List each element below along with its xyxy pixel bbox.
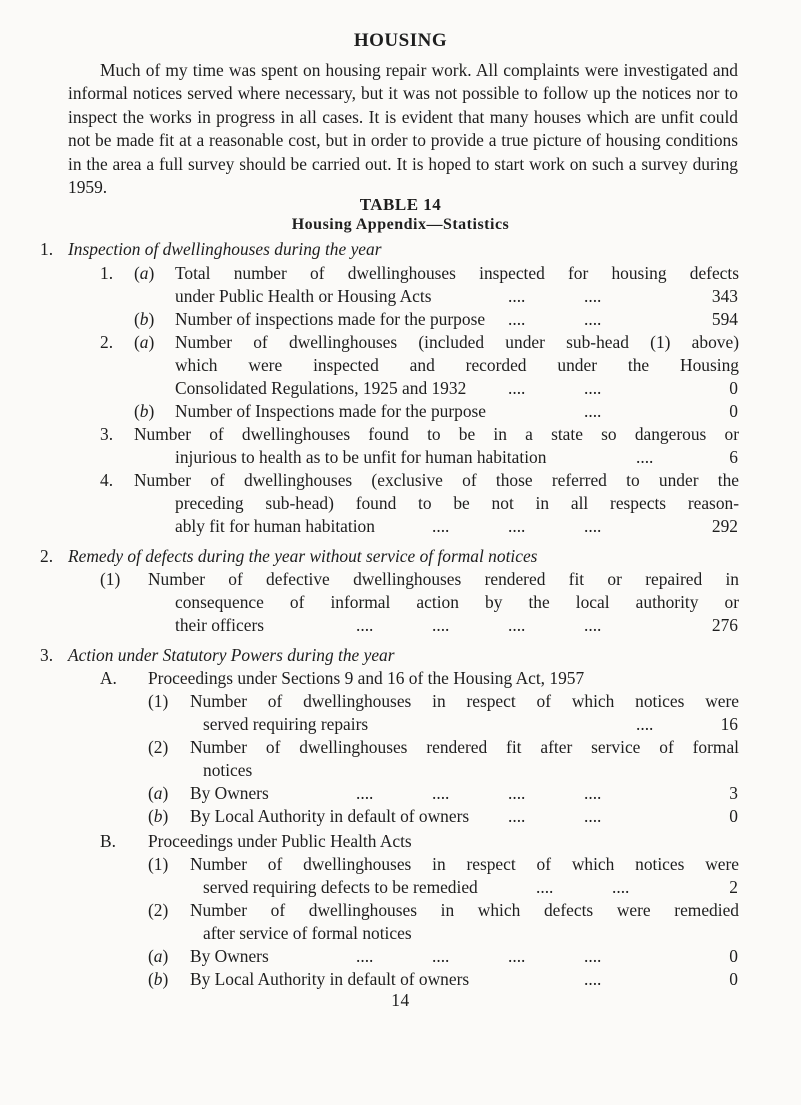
leader-dots: .... <box>584 378 602 398</box>
leader-dots: .... <box>636 714 654 734</box>
part-b-2-line-2: after service of formal notices <box>203 923 412 943</box>
leader-dots: .... <box>584 615 602 635</box>
part-b-2b-text: By Local Authority in default of owners <box>190 969 470 989</box>
remedy-1-line-2: consequence of informal action by the local authority or <box>175 592 739 612</box>
item-2a-line-2: which were inspected and recorded under the Housing <box>175 355 739 375</box>
item-2b-text: Number of Inspections made for the purpose <box>175 401 487 421</box>
part-b-2a-text: By Owners <box>190 946 269 966</box>
leader-dots: .... <box>508 783 526 803</box>
table-title: TABLE 14 <box>359 195 442 214</box>
page-title: HOUSING <box>353 30 448 51</box>
remedy-1-line-1: Number of defective dwellinghouses rendered fit or repaired in <box>148 569 739 589</box>
part-b-1-line-1: Number of dwellinghouses in respect of which notices were <box>190 854 739 874</box>
part-a-2a-value: 3 <box>729 783 738 803</box>
part-b-2b-label: (b) <box>148 969 169 989</box>
part-b-1-number: (1) <box>148 854 169 874</box>
item-2a-value: 0 <box>729 378 738 398</box>
part-b-2-line-1: Number of dwellinghouses in which defects were remedied <box>190 900 739 920</box>
section-3-heading: Action under Statutory Powers during the year <box>68 645 395 665</box>
leader-dots: .... <box>508 378 526 398</box>
part-b-heading: Proceedings under Public Health Acts <box>148 831 412 851</box>
item-2a-line-3: Consolidated Regulations, 1925 and 1932 <box>175 378 467 398</box>
leader-dots: .... <box>612 877 630 897</box>
part-a-2-line-2: notices <box>203 760 253 780</box>
section-2-number: 2. <box>40 546 54 566</box>
item-2a-label: (a) <box>134 332 155 352</box>
part-a-heading: Proceedings under Sections 9 and 16 of the Housing Act, 1957 <box>148 668 585 688</box>
item-3-line-1: Number of dwellinghouses found to be in a state so dangerous or <box>134 424 739 444</box>
part-a-2b-text: By Local Authority in default of owners <box>190 806 470 826</box>
leader-dots: .... <box>432 783 450 803</box>
leader-dots: .... <box>584 783 602 803</box>
item-1b-text: Number of inspections made for the purpose <box>175 309 486 329</box>
item-1b-value: 594 <box>711 309 738 329</box>
item-1a-line-2: under Public Health or Housing Acts <box>175 286 432 306</box>
item-1b-label: (b) <box>134 309 155 329</box>
section-1-number: 1. <box>40 239 54 259</box>
leader-dots: .... <box>508 286 526 306</box>
leader-dots: .... <box>508 946 526 966</box>
part-b-2a-label: (a) <box>148 946 169 966</box>
remedy-1-line-3: their officers <box>175 615 265 635</box>
leader-dots: .... <box>356 783 374 803</box>
leader-dots: .... <box>584 946 602 966</box>
table-subtitle: Housing Appendix—Statistics <box>291 216 510 233</box>
item-2a-line-1: Number of dwellinghouses (included under sub-head (1) above) <box>175 332 739 352</box>
leader-dots: .... <box>432 615 450 635</box>
leader-dots: .... <box>584 969 602 989</box>
leader-dots: .... <box>432 946 450 966</box>
intro-paragraph: Much of my time was spent on housing repair work. All complaints were investigated and informal notices served where necessary, but it was not possible to follow up the notices nor to inspect the works in progress in all cases. It is evident that many houses which are unfit could not be made fit at a reasonable cost, but in order to provide a true picture of housing conditions in the area a full survey should be carried out. It is hoped to start work on such a survey during 1959. <box>68 60 738 198</box>
part-a-2a-label: (a) <box>148 783 169 803</box>
part-b-1-line-2: served requiring defects to be remedied <box>203 877 478 897</box>
part-a-1-number: (1) <box>148 691 169 711</box>
item-4-line-3: ably fit for human habitation <box>175 516 375 536</box>
leader-dots: .... <box>508 516 526 536</box>
item-1a-label: (a) <box>134 263 155 283</box>
item-1-number: 1. <box>100 263 114 283</box>
part-b-2-number: (2) <box>148 900 169 920</box>
part-a-label: A. <box>100 668 117 688</box>
leader-dots: .... <box>584 401 602 421</box>
page-number: 14 <box>391 990 410 1010</box>
part-a-1-line-2: served requiring repairs <box>203 714 369 734</box>
item-4-line-1: Number of dwellinghouses (exclusive of those referred to under the <box>134 470 739 490</box>
leader-dots: .... <box>584 309 602 329</box>
item-2-number: 2. <box>100 332 114 352</box>
leader-dots: .... <box>536 877 554 897</box>
item-1a-value: 343 <box>711 286 738 306</box>
leader-dots: .... <box>508 309 526 329</box>
item-1a-line-1: Total number of dwellinghouses inspected for housing defects <box>175 263 739 283</box>
section-3-number: 3. <box>40 645 54 665</box>
item-4-value: 292 <box>711 516 738 536</box>
part-b-label: B. <box>100 831 116 851</box>
item-2b-label: (b) <box>134 401 155 421</box>
leader-dots: .... <box>636 447 654 467</box>
section-1-heading: Inspection of dwellinghouses during the year <box>68 239 382 259</box>
part-a-1-value: 16 <box>720 714 738 734</box>
leader-dots: .... <box>508 806 526 826</box>
part-a-2a-text: By Owners <box>190 783 269 803</box>
leader-dots: .... <box>356 615 374 635</box>
part-a-2b-value: 0 <box>729 806 738 826</box>
part-b-1-value: 2 <box>729 877 738 897</box>
section-2-heading: Remedy of defects during the year without service of formal notices <box>68 546 538 566</box>
remedy-1-number: (1) <box>100 569 121 589</box>
part-b-2a-value: 0 <box>729 946 738 966</box>
part-a-2-line-1: Number of dwellinghouses rendered fit after service of formal <box>190 737 739 757</box>
part-a-2b-label: (b) <box>148 806 169 826</box>
leader-dots: .... <box>584 286 602 306</box>
part-a-1-line-1: Number of dwellinghouses in respect of which notices were <box>190 691 739 711</box>
leader-dots: .... <box>584 806 602 826</box>
part-a-2-number: (2) <box>148 737 169 757</box>
item-4-line-2: preceding sub-head) found to be not in all respects reason- <box>175 493 739 513</box>
remedy-1-value: 276 <box>711 615 738 635</box>
part-b-2b-value: 0 <box>729 969 738 989</box>
item-3-value: 6 <box>729 447 738 467</box>
item-4-number: 4. <box>100 470 114 490</box>
item-3-line-2: injurious to health as to be unfit for human habitation <box>175 447 547 467</box>
item-2b-value: 0 <box>729 401 738 421</box>
leader-dots: .... <box>584 516 602 536</box>
item-3-number: 3. <box>100 424 114 444</box>
leader-dots: .... <box>508 615 526 635</box>
leader-dots: .... <box>432 516 450 536</box>
leader-dots: .... <box>356 946 374 966</box>
